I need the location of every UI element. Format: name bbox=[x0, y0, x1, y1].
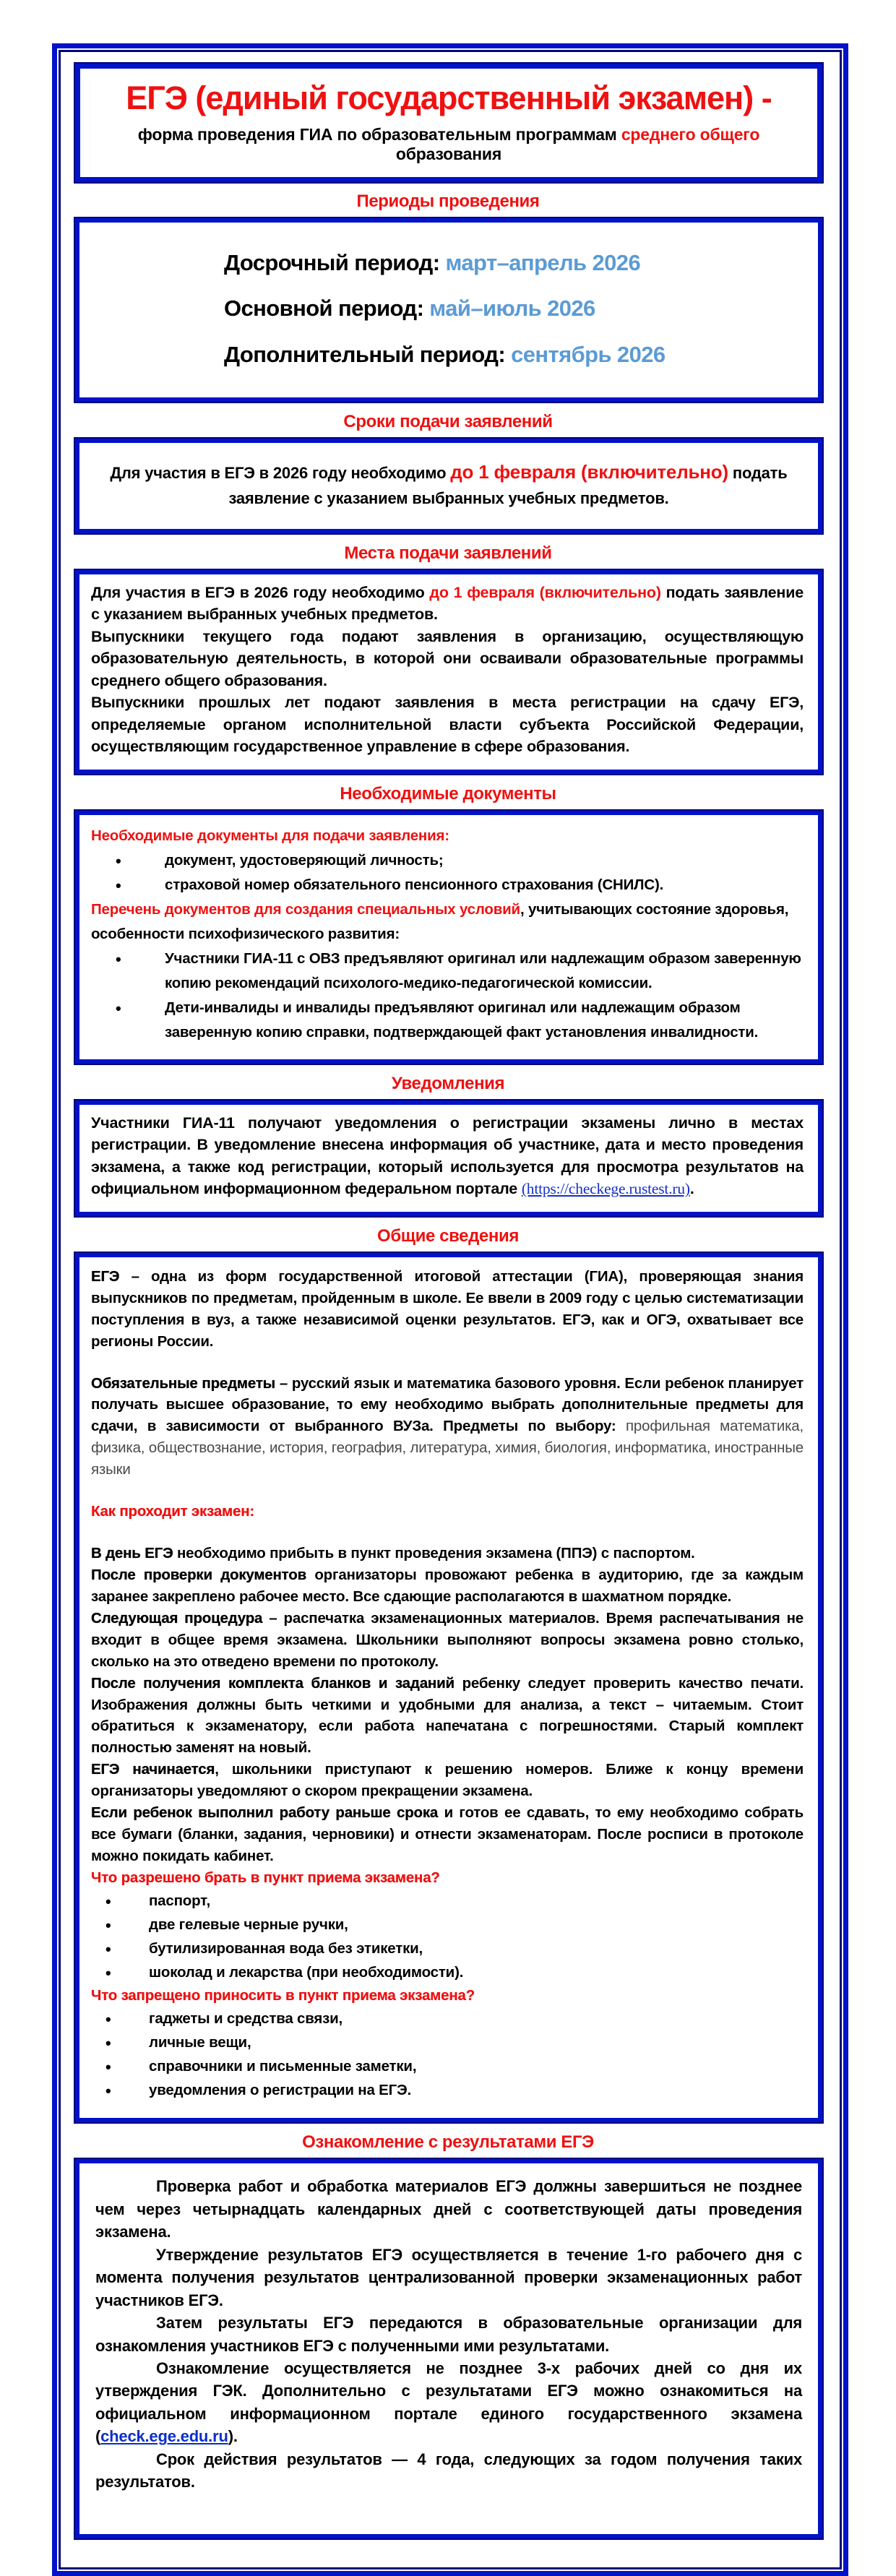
period-row-main bbox=[224, 285, 811, 332]
results-box bbox=[75, 2159, 822, 2538]
exam-step bbox=[91, 1673, 804, 1759]
documents-box bbox=[75, 811, 822, 1064]
deadline-text-prefix: Для участия в ЕГЭ в 2026 году необходимо bbox=[110, 464, 451, 483]
results-p4 bbox=[95, 2357, 802, 2448]
deadline-text-suffix: подать заявление с указанием выбранных учебных предметов. bbox=[228, 464, 788, 508]
deadline-highlight: до 1 февраля (включительно) bbox=[450, 461, 728, 483]
documents-list2-title bbox=[91, 897, 804, 947]
general-p2-rest: – русский язык и математика базового уровня. Если ребенок планирует получать высшее образование, то ему необходимо выбрать дополнительные предметы для сдачи, в зависимости от выбранного ВУЗа. Предметы по выбору: bbox=[91, 1374, 804, 1435]
step-lead: В день ЕГЭ bbox=[91, 1545, 173, 1562]
poster-subtitle bbox=[87, 125, 810, 164]
list-item: • шоколад и лекарства (при необходимости). bbox=[91, 1960, 804, 1984]
section-heading-notifications: Уведомления bbox=[391, 1073, 505, 1093]
poster-inner-frame bbox=[59, 50, 842, 2569]
step-lead: ЕГЭ начинается bbox=[91, 1761, 215, 1778]
period-value: март–апрель 2026 bbox=[439, 249, 641, 275]
subtitle-highlight: среднего общего bbox=[621, 124, 760, 144]
period-row-additional bbox=[224, 332, 811, 378]
period-label: Основной период: bbox=[224, 296, 424, 322]
general-p2-electives: профильная математика, физика, обществознание, история, география, литература, химия, биология, информатика, иностранные языки bbox=[91, 1418, 804, 1478]
places-p3: Выпускники прошлых лет подают заявления в места регистрации на сдачу ЕГЭ, определяемые органом исполнительной власти субъекта Российской Федерации, осуществляющим государственное управление в сфере образования. bbox=[91, 694, 804, 756]
places-p1-suffix: подать заявление с указанием выбранных учебных предметов. bbox=[91, 583, 804, 624]
forbidden-items-title: Что запрещено приносить в пункт приема экзамена? bbox=[91, 1986, 475, 2004]
exam-step bbox=[91, 1759, 804, 1802]
places-p1-highlight: до 1 февраля (включительно) bbox=[429, 583, 661, 601]
section-heading-deadline: Сроки подачи заявлений bbox=[343, 412, 553, 432]
list-item: • личные вещи, bbox=[91, 2030, 804, 2054]
section-heading-documents: Необходимые документы bbox=[340, 783, 556, 804]
results-p3: Затем результаты ЕГЭ передаются в образовательные организации для ознакомления участников ЕГЭ с полученными ими результатами. bbox=[95, 2314, 802, 2355]
exam-step bbox=[91, 1564, 804, 1608]
poster-outer-frame bbox=[52, 43, 848, 2576]
step-rest: , школьники приступают к решению номеров. Ближе к концу времени организаторы уведомляют о скором прекращении экзамена. bbox=[91, 1761, 804, 1800]
deadline-box bbox=[75, 439, 822, 533]
list-item: • уведомления о регистрации на ЕГЭ. bbox=[91, 2078, 804, 2102]
section-heading-periods: Периоды проведения bbox=[356, 191, 540, 211]
results-p4-suffix: ). bbox=[228, 2427, 238, 2446]
exam-step bbox=[91, 1802, 804, 1867]
results-p4-prefix: Ознакомление осуществляется не позднее 3-х рабочих дней со дня их утверждения ГЭК. Дополнительно с результатами ЕГЭ можно ознакомиться на официальном информационном портале единого государственного экзамена ( bbox=[95, 2359, 802, 2446]
list-item: • справочники и письменные заметки, bbox=[91, 2054, 804, 2078]
step-rest: организаторы провожают ребенка в аудиторию, где за каждым заранее закреплено рабочее место. Все сдающие располагаются в шахматном порядке. bbox=[91, 1567, 804, 1605]
documents-list2 bbox=[91, 947, 804, 1045]
checkege-portal-link[interactable]: (https://checkege.rustest.ru) bbox=[521, 1180, 690, 1198]
results-p2: Утверждение результатов ЕГЭ осуществляется в течение 1-го рабочего дня с момента получения результатов централизованной проверки экзаменационных работ участников ЕГЭ. bbox=[95, 2245, 802, 2309]
list-item: • гаджеты и средства связи, bbox=[91, 2007, 804, 2030]
list-item: • бутилизированная вода без этикетки, bbox=[91, 1937, 804, 1960]
documents-list1 bbox=[91, 848, 804, 897]
general-p2-lead: Обязательные предметы bbox=[91, 1374, 275, 1392]
allowed-items-list bbox=[91, 1889, 804, 1985]
section-heading-places: Места подачи заявлений bbox=[344, 543, 552, 563]
list-item: • Участники ГИА-11 с ОВЗ предъявляют оригинал или надлежащим образом заверенную копию рекомендаций психолого-медико-педагогической комиссии. bbox=[91, 947, 804, 996]
notifications-box bbox=[75, 1100, 822, 1216]
results-p5: Срок действия результатов — 4 года, следующих за годом получения таких результатов. bbox=[95, 2450, 802, 2491]
notifications-text-suffix: . bbox=[689, 1180, 694, 1198]
section-heading-general: Общие сведения bbox=[377, 1225, 519, 1246]
section-heading-results: Ознакомление с результатами ЕГЭ bbox=[302, 2132, 594, 2153]
periods-box bbox=[75, 218, 822, 402]
notifications-text: Участники ГИА-11 получают уведомления о регистрации экзамены лично в местах регистрации. В уведомление внесена информация об участнике, дата и место проведения экзамена, а также код регистрации, который используется для просмотра результатов на официальном информационном федеральном портале bbox=[91, 1113, 804, 1198]
places-p1-prefix: Для участия в ЕГЭ в 2026 году необходимо bbox=[91, 583, 430, 601]
step-rest: и готов ее сдавать, то ему необходимо собрать все бумаги (бланки, задания, черновики) и отнести экзаменаторам. После росписи в протоколе можно покидать кабинет. bbox=[91, 1804, 804, 1864]
checkege-results-link[interactable]: check.ege.edu.ru bbox=[100, 2427, 228, 2446]
general-how-title: Как проходит экзамен: bbox=[91, 1503, 255, 1520]
step-lead: Если ребенок выполнил работу раньше срока bbox=[91, 1804, 439, 1822]
allowed-items-title: Что разрешено брать в пункт приема экзамена? bbox=[91, 1869, 440, 1886]
exam-step bbox=[91, 1608, 804, 1673]
period-value: сентябрь 2026 bbox=[505, 341, 665, 367]
period-row-early bbox=[224, 240, 811, 286]
documents-list2-title-red: Перечень документов для создания специальных условий bbox=[91, 900, 520, 918]
subtitle-prefix: форма проведения ГИА по образовательным программам bbox=[137, 124, 621, 144]
poster-title: ЕГЭ (единый государственный экзамен) - bbox=[126, 79, 772, 116]
title-box bbox=[75, 64, 822, 182]
places-box bbox=[75, 570, 822, 774]
period-label: Дополнительный период: bbox=[224, 341, 506, 367]
step-lead: Следующая процедура bbox=[91, 1609, 263, 1627]
list-item: • две гелевые черные ручки, bbox=[91, 1913, 804, 1937]
step-lead: После получения комплекта бланков и заданий bbox=[91, 1674, 455, 1692]
ege-poster-page bbox=[0, 43, 896, 2491]
documents-list2-title-rest: , учитывающих состояние здоровья, особенности психофизического развития: bbox=[91, 900, 789, 942]
general-p1-rest: – одна из форм государственной итоговой аттестации (ГИА), проверяющая знания выпускников по предметам, пройденным в школе. Ее ввели в 2009 году с целью систематизации поступления в вуз, а также независимой оценки результатов. ЕГЭ, как и ОГЭ, охватывает все регионы России. bbox=[91, 1267, 804, 1350]
list-item: • Дети-инвалиды и инвалиды предъявляют оригинал или надлежащим образом заверенную копию справки, подтверждающей факт установления инвалидности. bbox=[91, 996, 804, 1045]
step-rest: – распечатка экзаменационных материалов. Время распечатывания не входит в общее время экзамена. Школьники выполняют вопросы экзамена ровно столько, сколько на это отведено времени по протоколу. bbox=[91, 1609, 804, 1670]
step-rest: ребенку следует проверить качество печати. Изображения должны быть четкими и удобными для анализа, а текст – читаемым. Стоит обратиться к экзаменатору, если работа напечатана с погрешностями. Старый комплект полностью заменят на новый. bbox=[91, 1674, 804, 1757]
period-value: май–июль 2026 bbox=[423, 296, 595, 322]
documents-list1-title: Необходимые документы для подачи заявления: bbox=[91, 827, 449, 844]
step-rest: необходимо прибыть в пункт проведения экзамена (ППЭ) с паспортом. bbox=[173, 1545, 695, 1562]
exam-step bbox=[91, 1543, 804, 1564]
period-label: Досрочный период: bbox=[224, 249, 440, 275]
list-item: • документ, удостоверяющий личность; bbox=[91, 848, 804, 873]
step-lead: После проверки документов bbox=[91, 1567, 306, 1583]
places-p2: Выпускники текущего года подают заявления в организацию, осуществляющую образовательную деятельность, в которой они осваивали образовательные программы среднего общего образования. bbox=[91, 627, 804, 689]
general-info-box bbox=[75, 1253, 822, 2123]
list-item: • страховой номер обязательного пенсионного страхования (СНИЛС). bbox=[91, 873, 804, 897]
forbidden-items-list bbox=[91, 2007, 804, 2103]
general-p1-lead: ЕГЭ bbox=[91, 1267, 120, 1285]
list-item: • паспорт, bbox=[91, 1889, 804, 1913]
results-p1: Проверка работ и обработка материалов ЕГЭ должны завершиться не позднее чем через четырнадцать календарных дней с соответствующей даты проведения экзамена. bbox=[95, 2177, 802, 2241]
general-p2 bbox=[91, 1373, 804, 1481]
subtitle-suffix: образования bbox=[395, 144, 502, 163]
general-p1 bbox=[91, 1266, 804, 1353]
